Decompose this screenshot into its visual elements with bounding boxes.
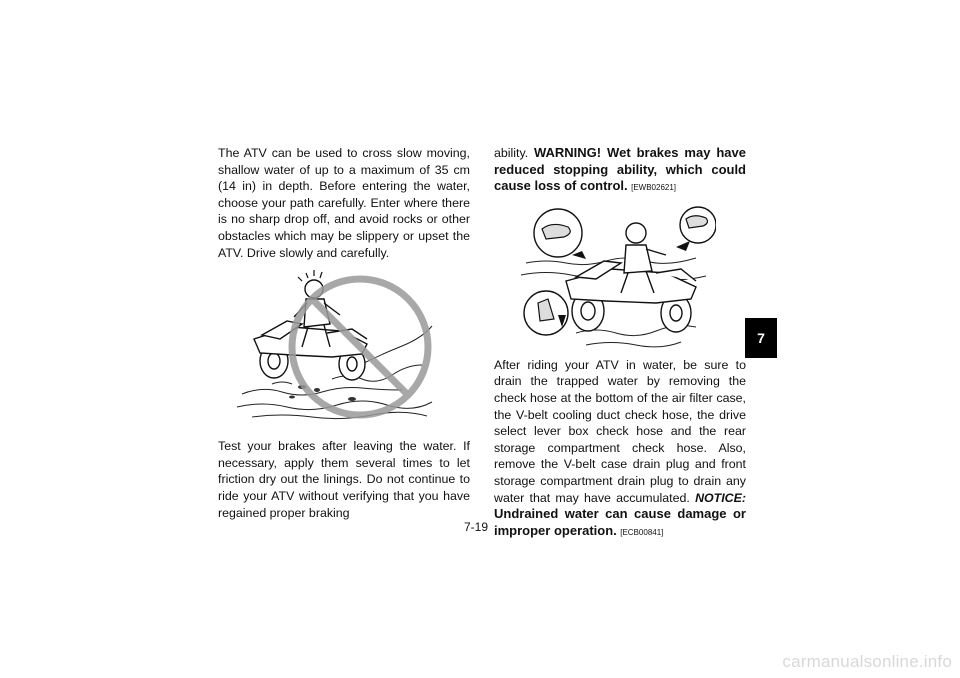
notice-code: [ECB00841] [620,527,664,537]
right-column [494,145,746,541]
page-number: 7-19 [464,520,489,534]
braking-warning-paragraph [494,145,746,197]
drain-instructions: After riding your ATV in water, be sure to drain the trapped water by removing the check hose at the bottom of the air filter case, the V-belt cooling duct check hose, the drive select lever box check hose and the rear storage compartment check hose. Also, remove the V-belt case drain plug and front storage compartment drain plug to drain any water that may have accumulated. [494,357,746,505]
drain-water-paragraph [494,357,746,542]
atv-in-water-illustration [516,203,716,353]
ability-text: ability. [494,146,534,160]
notice-text: Undrained water can cause damage or improper operation. [494,506,746,538]
watermark: carmanualsonline.info [782,652,952,671]
atv-no-steep-entry-illustration [232,269,442,424]
left-column [218,145,470,521]
test-brakes-paragraph: Test your brakes after leaving the water. If necessary, apply them several times to let friction dry out the linings. Do not continue to ride your ATV without verifying that you have regained proper braking [218,439,470,520]
warning-text: WARNING! Wet brakes may have reduced stopping ability, which could cause loss of control. [494,145,746,194]
notice-label: NOTICE: [695,490,746,505]
warning-code: [EWB02621] [631,183,677,193]
water-crossing-paragraph: The ATV can be used to cross slow moving, shallow water of up to a maximum of 35 cm (14 in) in depth. Before entering the water, choose your path carefully. Enter where there is no sharp drop off, and avoid rocks or other obstacles which may be slippery or upset the ATV. Drive slowly and carefully. [218,146,470,260]
chapter-tab: 7 [745,318,777,358]
